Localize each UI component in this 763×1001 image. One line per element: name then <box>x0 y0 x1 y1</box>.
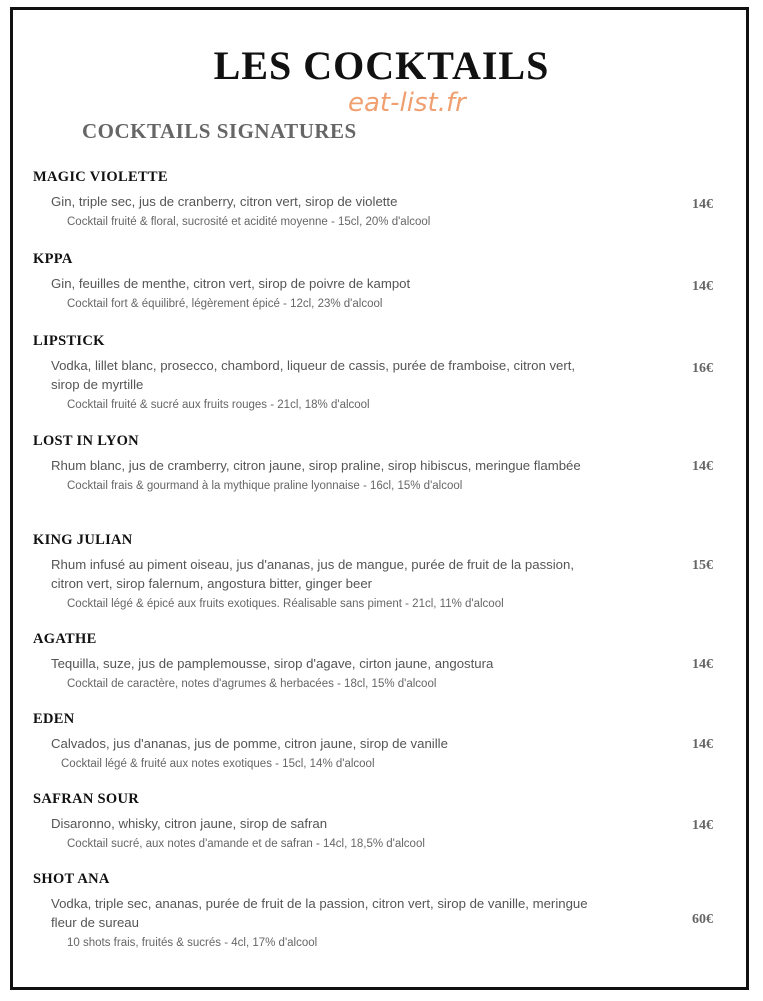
item-price: 14€ <box>692 737 713 752</box>
item-price: 60€ <box>692 912 713 927</box>
item-name: EDEN <box>33 711 75 727</box>
item-price: 14€ <box>692 657 713 672</box>
item-description: 10 shots frais, fruités & sucrés - 4cl, 17% d'alcool <box>67 937 318 949</box>
menu-item <box>33 250 723 312</box>
item-ingredients: Vodka, triple sec, ananas, purée de fruit de la passion, citron vert, sirop de vanille, meringue fleur de sureau <box>51 896 588 930</box>
item-ingredients: Rhum infusé au piment oiseau, jus d'ananas, jus de mangue, purée de fruit de la passion, citron vert, sirop falernum, angostura bitter, ginger beer <box>51 557 575 591</box>
menu-item <box>33 168 723 230</box>
item-price: 14€ <box>692 197 713 212</box>
item-description: Cocktail fruité & floral, sucrosité et acidité moyenne - 15cl, 20% d'alcool <box>67 216 431 228</box>
item-price: 14€ <box>692 459 713 474</box>
item-ingredients: Calvados, jus d'ananas, jus de pomme, citron jaune, sirop de vanille <box>51 736 448 751</box>
menu-item <box>33 870 723 951</box>
item-name: SAFRAN SOUR <box>33 791 140 807</box>
item-ingredients: Tequilla, suze, jus de pamplemousse, sirop d'agave, cirton jaune, angostura <box>51 656 494 671</box>
item-description: Cocktail légé & épicé aux fruits exotiques. Réalisable sans piment - 21cl, 11% d'alcool <box>67 598 504 610</box>
item-description: Cocktail de caractère, notes d'agrumes & herbacées - 18cl, 15% d'alcool <box>67 678 437 690</box>
item-description: Cocktail fruité & sucré aux fruits rouges - 21cl, 18% d'alcool <box>67 399 370 411</box>
item-ingredients: Disaronno, whisky, citron jaune, sirop de safran <box>51 816 328 831</box>
section-title: COCKTAILS SIGNATURES <box>82 119 357 143</box>
item-name: KING JULIAN <box>33 532 133 548</box>
page-title: LES COCKTAILS <box>213 43 550 88</box>
item-price: 15€ <box>692 558 713 573</box>
item-name: LOST IN LYON <box>33 433 139 449</box>
item-ingredients: Rhum blanc, jus de cramberry, citron jaune, sirop praline, sirop hibiscus, meringue flambée <box>51 458 581 473</box>
menu-item <box>33 790 723 852</box>
item-price: 14€ <box>692 279 713 294</box>
item-name: LIPSTICK <box>33 333 105 349</box>
item-name: KPPA <box>33 251 73 267</box>
item-description: Cocktail fort & équilibré, légèrement épicé - 12cl, 23% d'alcool <box>67 298 383 310</box>
menu-item <box>33 710 723 772</box>
item-description: Cocktail frais & gourmand à la mythique praline lyonnaise - 16cl, 15% d'alcool <box>67 480 463 492</box>
item-ingredients: Gin, triple sec, jus de cranberry, citron vert, sirop de violette <box>51 194 398 209</box>
item-ingredients: Vodka, lillet blanc, prosecco, chambord, liqueur de cassis, purée de framboise, citron vert, sirop de myrtille <box>51 358 576 392</box>
menu-item <box>33 630 723 692</box>
item-name: MAGIC VIOLETTE <box>33 169 168 185</box>
menu-item <box>33 432 723 494</box>
item-price: 16€ <box>692 361 713 376</box>
item-name: AGATHE <box>33 631 97 647</box>
item-description: Cocktail légé & fruité aux notes exotiques - 15cl, 14% d'alcool <box>61 758 375 770</box>
item-ingredients: Gin, feuilles de menthe, citron vert, sirop de poivre de kampot <box>51 276 411 291</box>
item-name: SHOT ANA <box>33 871 110 887</box>
item-price: 14€ <box>692 818 713 833</box>
menu-item <box>33 531 723 612</box>
menu-item <box>33 332 723 413</box>
item-description: Cocktail sucré, aux notes d'amande et de safran - 14cl, 18,5% d'alcool <box>67 838 425 850</box>
watermark: eat-list.fr <box>348 88 466 118</box>
